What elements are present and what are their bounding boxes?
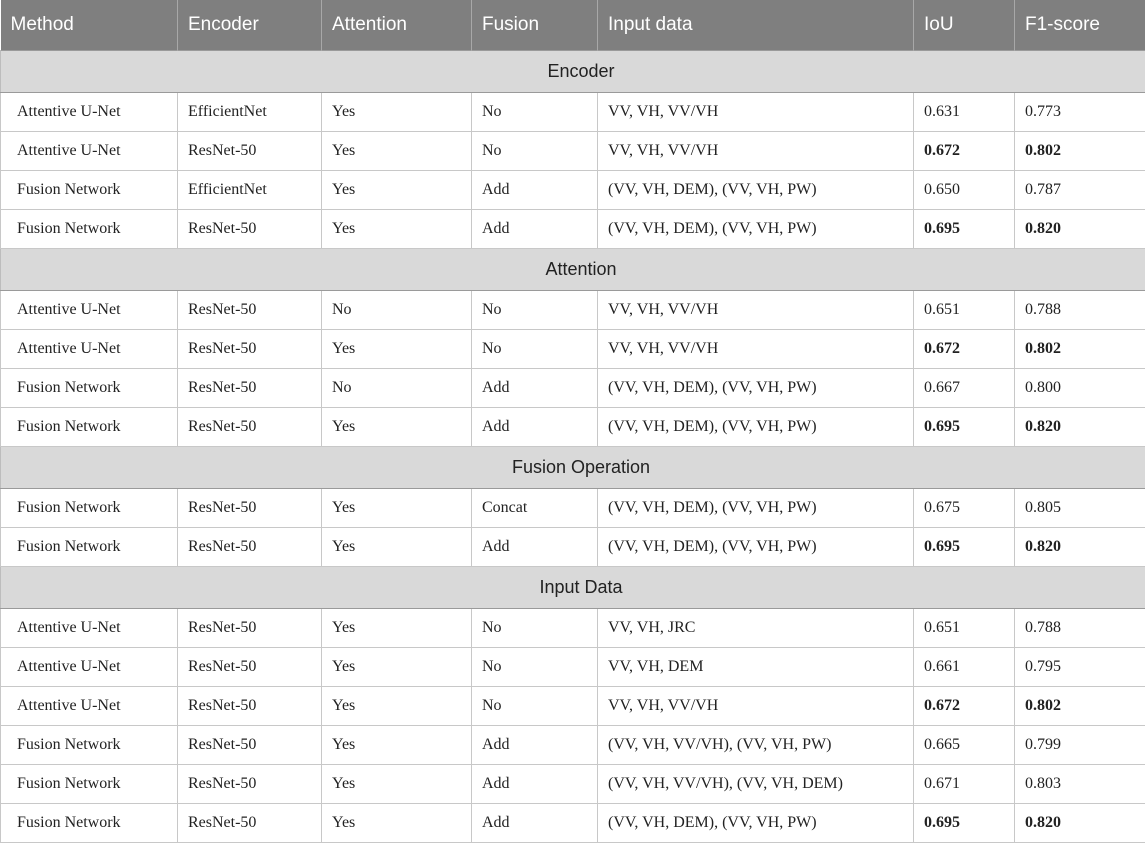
input-data-cell: VV, VH, VV/VH xyxy=(598,329,914,368)
f1-score-cell: 0.773 xyxy=(1015,92,1145,131)
fusion-cell: Add xyxy=(472,527,598,566)
f1-score-cell: 0.820 xyxy=(1015,527,1145,566)
input-data-cell: VV, VH, VV/VH xyxy=(598,290,914,329)
table-row xyxy=(1,131,1145,170)
attention-cell: Yes xyxy=(322,488,472,527)
f1-score-cell: 0.800 xyxy=(1015,368,1145,407)
section-header-row xyxy=(1,50,1145,92)
f1-score-cell: 0.788 xyxy=(1015,608,1145,647)
method-cell: Fusion Network xyxy=(1,725,178,764)
attention-cell: Yes xyxy=(322,209,472,248)
method-cell: Attentive U-Net xyxy=(1,92,178,131)
attention-cell: Yes xyxy=(322,407,472,446)
section-title: Encoder xyxy=(1,50,1145,92)
input-data-cell: VV, VH, VV/VH xyxy=(598,686,914,725)
table-row xyxy=(1,329,1145,368)
encoder-cell: ResNet-50 xyxy=(178,329,322,368)
iou-cell: 0.675 xyxy=(914,488,1015,527)
attention-cell: No xyxy=(322,290,472,329)
f1-score-cell: 0.802 xyxy=(1015,131,1145,170)
attention-cell: Yes xyxy=(322,527,472,566)
section-title: Attention xyxy=(1,248,1145,290)
table-header xyxy=(1,0,1145,50)
encoder-cell: EfficientNet xyxy=(178,92,322,131)
encoder-cell: ResNet-50 xyxy=(178,407,322,446)
encoder-cell: EfficientNet xyxy=(178,170,322,209)
attention-cell: Yes xyxy=(322,131,472,170)
f1-score-cell: 0.803 xyxy=(1015,764,1145,803)
table-row xyxy=(1,92,1145,131)
method-cell: Attentive U-Net xyxy=(1,131,178,170)
input-data-cell: VV, VH, JRC xyxy=(598,608,914,647)
method-cell: Fusion Network xyxy=(1,803,178,842)
fusion-cell: No xyxy=(472,686,598,725)
fusion-cell: Add xyxy=(472,170,598,209)
encoder-cell: ResNet-50 xyxy=(178,764,322,803)
encoder-cell: ResNet-50 xyxy=(178,608,322,647)
iou-cell: 0.672 xyxy=(914,329,1015,368)
section-title: Input Data xyxy=(1,566,1145,608)
header-encoder: Encoder xyxy=(178,0,322,50)
table-row xyxy=(1,647,1145,686)
section-header-row xyxy=(1,446,1145,488)
table-row xyxy=(1,407,1145,446)
method-cell: Attentive U-Net xyxy=(1,329,178,368)
iou-cell: 0.695 xyxy=(914,407,1015,446)
method-cell: Fusion Network xyxy=(1,527,178,566)
iou-cell: 0.661 xyxy=(914,647,1015,686)
encoder-cell: ResNet-50 xyxy=(178,725,322,764)
table-row xyxy=(1,725,1145,764)
f1-score-cell: 0.820 xyxy=(1015,803,1145,842)
iou-cell: 0.631 xyxy=(914,92,1015,131)
f1-score-cell: 0.802 xyxy=(1015,686,1145,725)
attention-cell: No xyxy=(322,368,472,407)
fusion-cell: No xyxy=(472,92,598,131)
f1-score-cell: 0.820 xyxy=(1015,407,1145,446)
encoder-cell: ResNet-50 xyxy=(178,647,322,686)
table-row xyxy=(1,527,1145,566)
f1-score-cell: 0.820 xyxy=(1015,209,1145,248)
attention-cell: Yes xyxy=(322,686,472,725)
fusion-cell: No xyxy=(472,290,598,329)
attention-cell: Yes xyxy=(322,764,472,803)
iou-cell: 0.651 xyxy=(914,290,1015,329)
header-f1-score: F1-score xyxy=(1015,0,1145,50)
input-data-cell: (VV, VH, VV/VH), (VV, VH, DEM) xyxy=(598,764,914,803)
method-cell: Fusion Network xyxy=(1,488,178,527)
table-row xyxy=(1,488,1145,527)
input-data-cell: (VV, VH, DEM), (VV, VH, PW) xyxy=(598,407,914,446)
header-row xyxy=(1,0,1145,50)
header-input-data: Input data xyxy=(598,0,914,50)
encoder-cell: ResNet-50 xyxy=(178,290,322,329)
method-cell: Fusion Network xyxy=(1,209,178,248)
fusion-cell: Add xyxy=(472,725,598,764)
header-fusion: Fusion xyxy=(472,0,598,50)
f1-score-cell: 0.799 xyxy=(1015,725,1145,764)
table-row xyxy=(1,170,1145,209)
attention-cell: Yes xyxy=(322,170,472,209)
iou-cell: 0.671 xyxy=(914,764,1015,803)
method-cell: Attentive U-Net xyxy=(1,647,178,686)
encoder-cell: ResNet-50 xyxy=(178,686,322,725)
iou-cell: 0.665 xyxy=(914,725,1015,764)
table-row xyxy=(1,209,1145,248)
fusion-cell: No xyxy=(472,647,598,686)
method-cell: Fusion Network xyxy=(1,407,178,446)
f1-score-cell: 0.802 xyxy=(1015,329,1145,368)
attention-cell: Yes xyxy=(322,725,472,764)
fusion-cell: Concat xyxy=(472,488,598,527)
table-row xyxy=(1,608,1145,647)
fusion-cell: Add xyxy=(472,368,598,407)
f1-score-cell: 0.788 xyxy=(1015,290,1145,329)
attention-cell: Yes xyxy=(322,803,472,842)
fusion-cell: Add xyxy=(472,764,598,803)
table-row xyxy=(1,686,1145,725)
encoder-cell: ResNet-50 xyxy=(178,488,322,527)
section-header-row xyxy=(1,566,1145,608)
section-title: Fusion Operation xyxy=(1,446,1145,488)
input-data-cell: (VV, VH, DEM), (VV, VH, PW) xyxy=(598,170,914,209)
method-cell: Attentive U-Net xyxy=(1,686,178,725)
header-iou: IoU xyxy=(914,0,1015,50)
encoder-cell: ResNet-50 xyxy=(178,209,322,248)
f1-score-cell: 0.787 xyxy=(1015,170,1145,209)
fusion-cell: No xyxy=(472,329,598,368)
input-data-cell: (VV, VH, DEM), (VV, VH, PW) xyxy=(598,803,914,842)
encoder-cell: ResNet-50 xyxy=(178,131,322,170)
table-row xyxy=(1,803,1145,842)
fusion-cell: Add xyxy=(472,209,598,248)
attention-cell: Yes xyxy=(322,329,472,368)
section-header-row xyxy=(1,248,1145,290)
iou-cell: 0.695 xyxy=(914,803,1015,842)
encoder-cell: ResNet-50 xyxy=(178,803,322,842)
iou-cell: 0.651 xyxy=(914,608,1015,647)
attention-cell: Yes xyxy=(322,608,472,647)
fusion-cell: No xyxy=(472,131,598,170)
method-cell: Fusion Network xyxy=(1,764,178,803)
method-cell: Fusion Network xyxy=(1,368,178,407)
attention-cell: Yes xyxy=(322,647,472,686)
input-data-cell: (VV, VH, DEM), (VV, VH, PW) xyxy=(598,527,914,566)
input-data-cell: (VV, VH, DEM), (VV, VH, PW) xyxy=(598,488,914,527)
fusion-cell: Add xyxy=(472,803,598,842)
f1-score-cell: 0.795 xyxy=(1015,647,1145,686)
iou-cell: 0.667 xyxy=(914,368,1015,407)
encoder-cell: ResNet-50 xyxy=(178,527,322,566)
header-method: Method xyxy=(1,0,178,50)
method-cell: Attentive U-Net xyxy=(1,290,178,329)
table-body xyxy=(1,50,1145,842)
iou-cell: 0.695 xyxy=(914,527,1015,566)
method-cell: Attentive U-Net xyxy=(1,608,178,647)
input-data-cell: VV, VH, VV/VH xyxy=(598,131,914,170)
method-cell: Fusion Network xyxy=(1,170,178,209)
fusion-cell: No xyxy=(472,608,598,647)
table-row xyxy=(1,290,1145,329)
iou-cell: 0.672 xyxy=(914,686,1015,725)
input-data-cell: VV, VH, VV/VH xyxy=(598,92,914,131)
iou-cell: 0.650 xyxy=(914,170,1015,209)
input-data-cell: (VV, VH, VV/VH), (VV, VH, PW) xyxy=(598,725,914,764)
attention-cell: Yes xyxy=(322,92,472,131)
table-row xyxy=(1,764,1145,803)
input-data-cell: (VV, VH, DEM), (VV, VH, PW) xyxy=(598,368,914,407)
input-data-cell: VV, VH, DEM xyxy=(598,647,914,686)
table-row xyxy=(1,368,1145,407)
f1-score-cell: 0.805 xyxy=(1015,488,1145,527)
iou-cell: 0.672 xyxy=(914,131,1015,170)
fusion-cell: Add xyxy=(472,407,598,446)
iou-cell: 0.695 xyxy=(914,209,1015,248)
input-data-cell: (VV, VH, DEM), (VV, VH, PW) xyxy=(598,209,914,248)
encoder-cell: ResNet-50 xyxy=(178,368,322,407)
header-attention: Attention xyxy=(322,0,472,50)
